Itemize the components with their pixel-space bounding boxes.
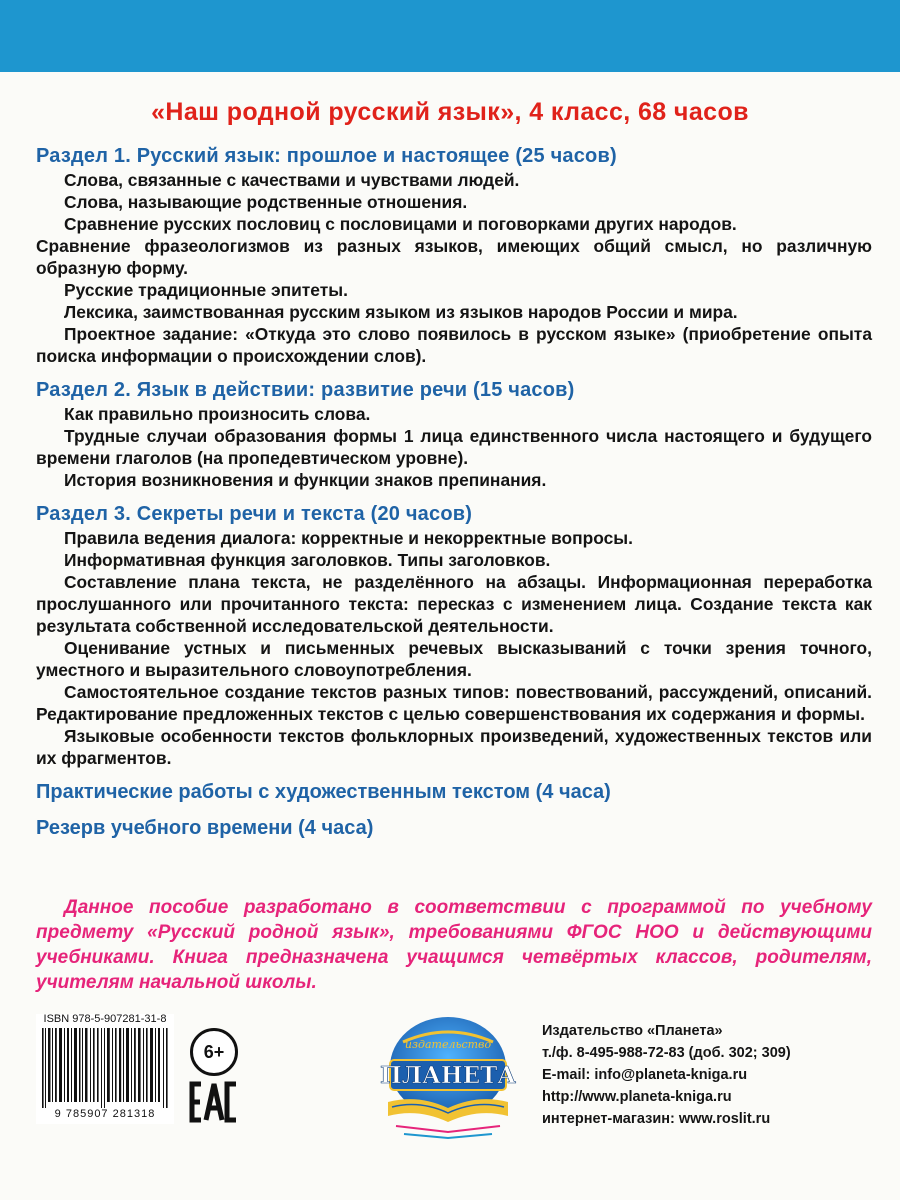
- publisher-shop: интернет-магазин: www.roslit.ru: [542, 1111, 771, 1127]
- top-color-band: [0, 0, 900, 72]
- section-3-paragraph: Информативная функция заголовков. Типы заголовков.: [64, 550, 551, 570]
- section-1: [36, 143, 872, 367]
- reserve-time-heading: Резерв учебного времени (4 часа): [36, 817, 374, 839]
- section-3-heading: Раздел 3. Секреты речи и текста (20 часов): [36, 503, 473, 525]
- barcode-number: 9 785907 281318: [54, 1108, 156, 1120]
- logo-subtitle: издательство: [404, 1038, 492, 1051]
- barcode-bars: [42, 1028, 168, 1108]
- publisher-phone: т./ф. 8-495-988-72-83 (доб. 302; 309): [542, 1045, 791, 1061]
- section-2-heading: Раздел 2. Язык в действии: развитие речи (15 часов): [36, 379, 575, 401]
- section-3-paragraph: Самостоятельное создание текстов разных типов: повествований, рассуждений, описаний. Редактирование предложенных текстов с целью совершенствования их содержания и формы.: [36, 682, 872, 724]
- section-2-paragraph: Трудные случаи образования формы 1 лица единственного числа настоящего и будущего времени глаголов (на пропедевтическом уровне).: [36, 426, 872, 468]
- syllabus-content: [36, 143, 872, 841]
- isbn-text: ISBN 978-5-907281-31-8: [43, 1013, 167, 1025]
- publication-note: Данное пособие разработано в соответствии с программой по учебному предмету «Русский родной язык», требованиями ФГОС НОО и действующими учебниками. Книга предназначена учащимся четвёртых классов, родителям, учителям начальной школы.: [36, 897, 872, 993]
- section-3-paragraph: Языковые особенности текстов фольклорных произведений, художественных текстов или их фрагментов.: [36, 726, 872, 768]
- section-3-paragraph: Оценивание устных и письменных речевых высказываний с точки зрения точного, уместного и выразительного словоупотребления.: [36, 638, 872, 680]
- section-3: [36, 501, 872, 769]
- planeta-logo: [368, 1012, 528, 1142]
- section-3-paragraph: Составление плана текста, не разделённого на абзацы. Информационная переработка прослушанного или прочитанного текста: пересказ с изменением лица. Создание текста как результата собственной исследовательской деятельности.: [36, 572, 872, 636]
- practical-works-heading: Практические работы с художественным текстом (4 часа): [36, 781, 611, 803]
- section-1-paragraph: Сравнение фразеологизмов из разных языков, имеющих общий смысл, но различную образную форму.: [36, 236, 872, 278]
- section-1-paragraph: Сравнение русских пословиц с пословицами и поговорками других народов.: [64, 214, 737, 234]
- logo-name: ПЛАНЕТА: [380, 1062, 516, 1089]
- eac-mark-icon: [188, 1080, 240, 1124]
- section-2: [36, 377, 872, 491]
- section-1-paragraph: Русские традиционные эпитеты.: [64, 280, 348, 300]
- section-1-paragraph: Лексика, заимствованная русским языком из языков народов России и мира.: [64, 302, 738, 322]
- section-1-paragraph: Слова, называющие родственные отношения.: [64, 192, 468, 212]
- isbn-barcode: [36, 1014, 174, 1124]
- publisher-email: E-mail: info@planeta-kniga.ru: [542, 1067, 748, 1083]
- section-2-paragraph: История возникновения и функции знаков препинания.: [64, 470, 547, 490]
- publisher-contacts: [542, 1020, 882, 1130]
- section-1-paragraph: Слова, связанные с качествами и чувствами людей.: [64, 170, 520, 190]
- age-rating-badge: 6+: [190, 1028, 238, 1076]
- section-1-paragraph: Проектное задание: «Откуда это слово появилось в русском языке» (приобретение опыта поиска информации о происхождении слов).: [36, 324, 872, 366]
- publisher-website: http://www.planeta-kniga.ru: [542, 1089, 732, 1105]
- section-3-paragraph: Правила ведения диалога: корректные и некорректные вопросы.: [64, 528, 633, 548]
- section-1-heading: Раздел 1. Русский язык: прошлое и настоящее (25 часов): [36, 145, 617, 167]
- publisher-name: Издательство «Планета»: [542, 1023, 723, 1039]
- section-2-paragraph: Как правильно произносить слова.: [64, 404, 371, 424]
- page-title: «Наш родной русский язык», 4 класс, 68 часов: [151, 98, 749, 126]
